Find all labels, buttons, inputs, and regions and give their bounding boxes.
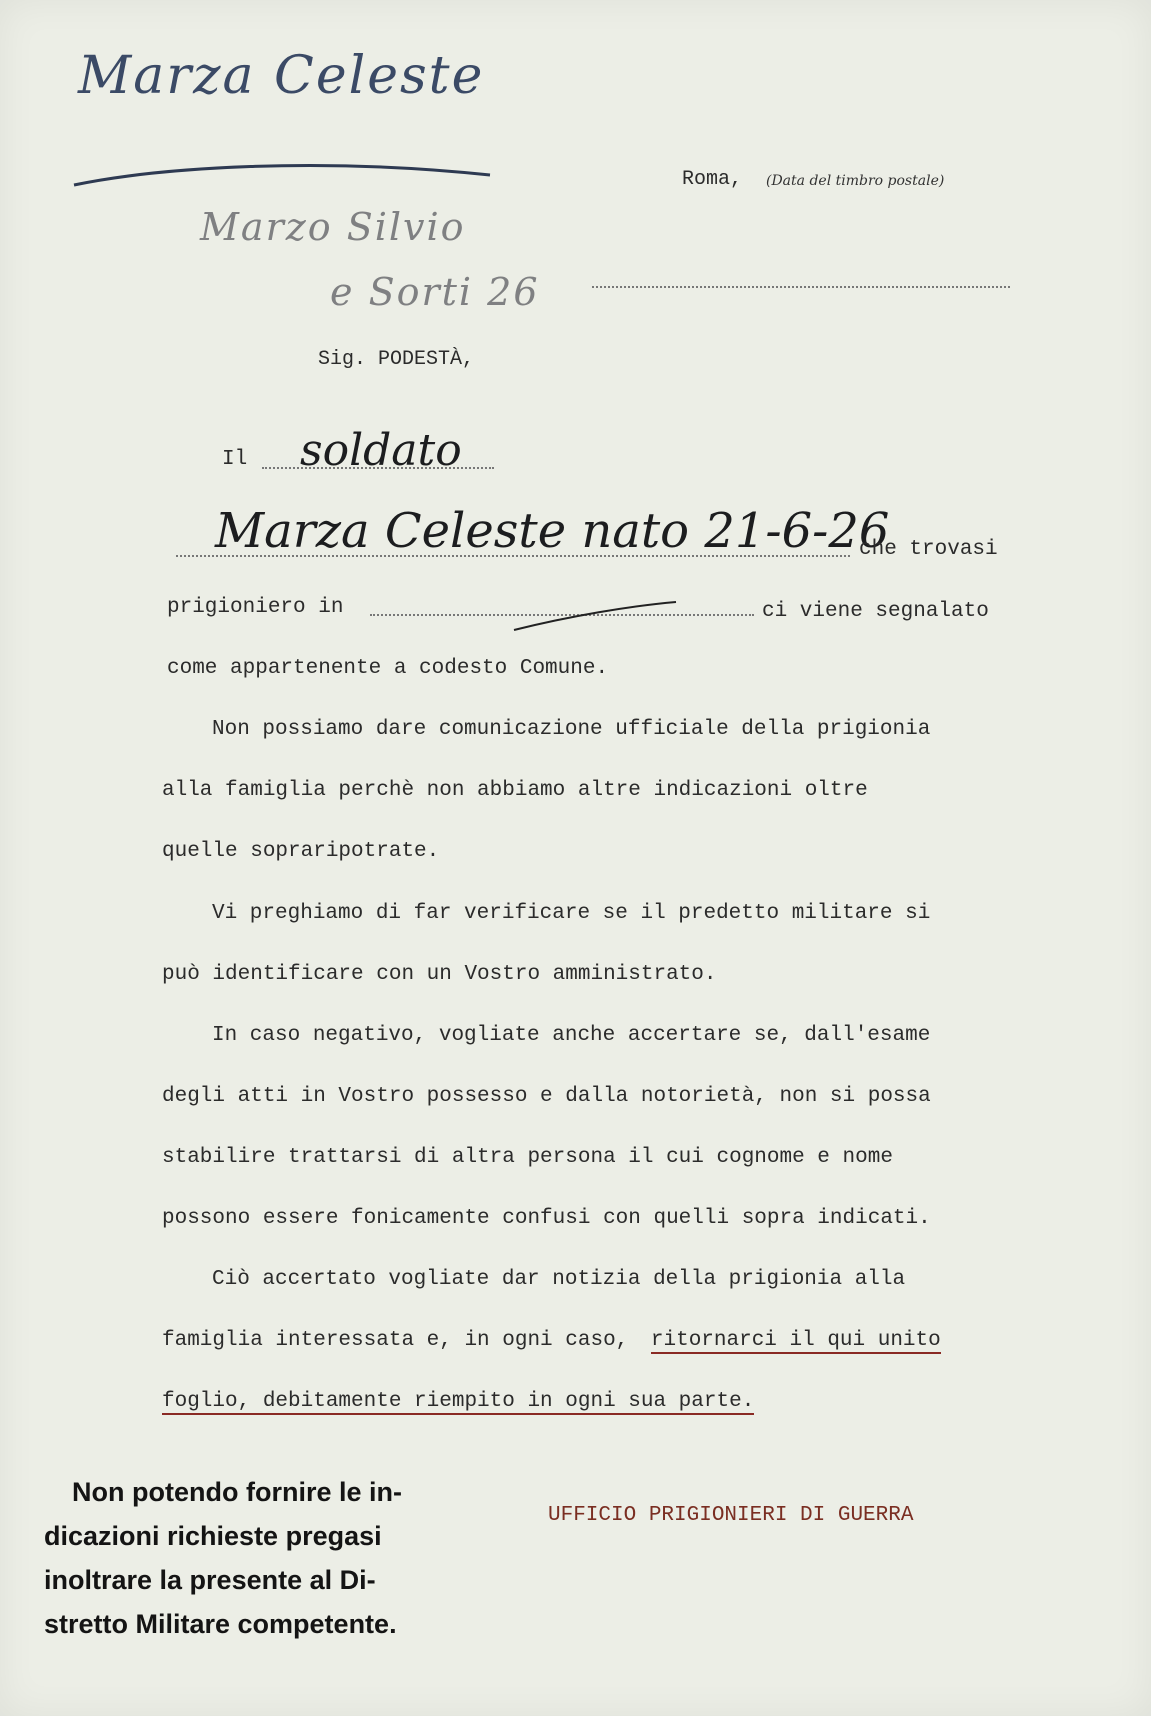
stamp-line: Non potendo fornire le in- (72, 1477, 402, 1507)
soldier-name-handwritten: Marza Celeste nato 21-6-26 (215, 503, 890, 559)
stamp-line: inoltrare la presente al Di- (44, 1565, 376, 1595)
prigioniero-in: prigioniero in (167, 596, 344, 619)
pencil-note-line2: e Sorti 26 (330, 270, 540, 314)
paragraph-text: quelle sopraripotrate. (162, 840, 440, 863)
handwritten-underline (70, 155, 500, 195)
paragraph-text: Vi preghiamo di far verificare se il predetto militare si (212, 902, 931, 925)
pencil-note-line1: Marzo Silvio (200, 205, 466, 249)
comune-line: come appartenente a codesto Comune. (167, 657, 609, 680)
paragraph-text: può identificare con un Vostro amministrato. (162, 963, 717, 986)
paragraph-text: Ciò accertato vogliate dar notizia della prigionia alla (212, 1268, 906, 1291)
soldier-article: Il (222, 448, 248, 471)
ci-viene-segnalato: ci viene segnalato (762, 600, 989, 623)
stamp-line: stretto Militare competente. (44, 1609, 397, 1639)
paragraph-text: Non possiamo dare comunicazione ufficiale della prigionia (212, 718, 931, 741)
che-trovasi: che trovasi (859, 538, 998, 561)
underlined-instruction: ritornarci il qui unito (650, 1329, 941, 1352)
salutation: Sig. PODESTÀ, (318, 348, 475, 371)
paragraph-text: famiglia interessata e, in ogni caso, (162, 1329, 629, 1352)
paragraph-text: degli atti in Vostro possesso e dalla notorietà, non si possa (162, 1085, 931, 1108)
date-line (592, 286, 1010, 288)
header-city: Roma, (682, 168, 743, 191)
paragraph-text: In caso negativo, vogliate anche accertare se, dall'esame (212, 1024, 931, 1047)
paragraph-text: alla famiglia perchè non abbiamo altre indicazioni oltre (162, 779, 868, 802)
paragraph-text: stabilire trattarsi di altra persona il cui cognome e nome (162, 1146, 893, 1169)
rank-handwritten: soldato (300, 425, 462, 476)
date-hint: (Data del timbro postale) (766, 173, 945, 189)
underlined-instruction: foglio, debitamente riempito in ogni sua parte. (162, 1390, 755, 1413)
paragraph-text: possono essere fonicamente confusi con quelli sopra indicati. (162, 1207, 931, 1230)
office-signature: UFFICIO PRIGIONIERI DI GUERRA (548, 1504, 914, 1527)
rubber-stamp (44, 1470, 564, 1646)
location-strike (510, 596, 680, 636)
stamp-line: dicazioni richieste pregasi (44, 1521, 382, 1551)
handwritten-name: Marza Celeste (78, 46, 485, 106)
